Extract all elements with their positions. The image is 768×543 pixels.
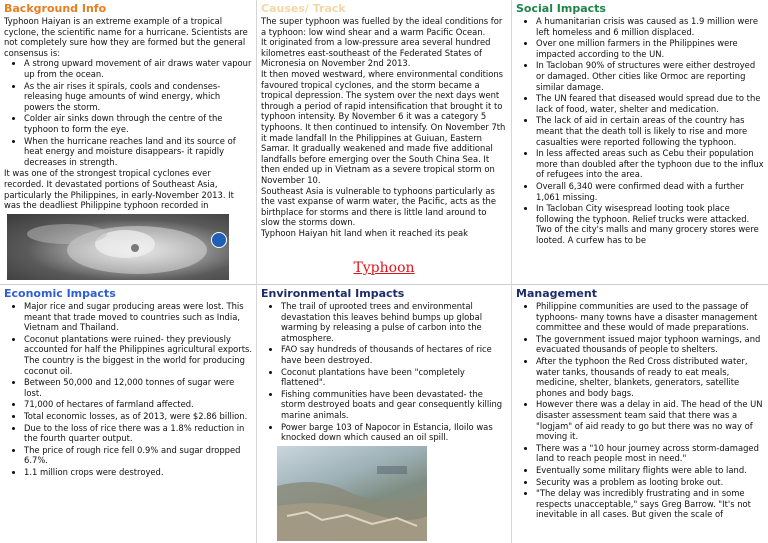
management-panel — [516, 287, 764, 541]
list-item: • In Tacloban City wisespread looting took place following the typhoon. Relief trucks were attacked. Two of the city's malls and many grocery stores were looted. A curfew has to be — [536, 203, 764, 245]
list-item: • Due to the loss of rice there was a 1.8% reduction in the fourth quarter output. — [24, 423, 254, 444]
background-info-panel — [4, 2, 252, 212]
causes-paragraph: It then moved westward, where environmental conditions favoured tropical cyclones, and the storm became a tropical depression. The system over the next days went through a period of rapid intensification that brought it to typhoon intensity. By November 6 it was a category 5 typhoons. It then continued to intensify. On November 7th it made landfall In the Philippines at Guiuan, Eastern Samar. It gradually weakened and made five additional landfalls before emerging over the South China Sea. It then ended up in Vietnam as a severe tropical storm on November 10. — [261, 68, 506, 185]
list-item: • Coconut plantations have been "completely flattened". — [281, 367, 507, 388]
causes-track-panel — [261, 2, 507, 258]
causes-paragraph: It originated from a low-pressure area several hundred kilometres east-southeast of the Federated States of Micronesia on November 2nd 2013. — [261, 37, 491, 69]
storm-clouds-graphic — [7, 214, 229, 280]
economic-impacts-heading: Economic Impacts — [4, 287, 116, 300]
list-item: • As the air rises it spirals, cools and condenses- releasing huge amounts of wind energy, which powers the storm. — [24, 81, 252, 113]
list-item: • The government issued major typhoon warnings, and evacuated thousands of people to shelters. — [536, 334, 764, 355]
list-item: • There was a "10 hour journey across storm-damaged land to reach people most in need." — [536, 443, 764, 464]
causes-paragraph: The super typhoon was fuelled by the ideal conditions for a typhoon: low wind shear and a warm Pacific Ocean. — [261, 16, 503, 37]
list-item: • Security was a problem as looting broke out. — [536, 477, 764, 488]
list-item: • Philippine communities are used to the passage of typhoons- many towns have a disaster management committee and these would of made preparations. — [536, 301, 764, 333]
environmental-impacts-list — [261, 301, 507, 443]
background-info-list — [4, 58, 252, 167]
list-item: • Fishing communities have been devastated- the storm destroyed boats and gear consequently killing marine animals. — [281, 389, 507, 421]
list-item: • A strong upward movement of air draws water vapour up from the ocean. — [24, 58, 252, 79]
economic-impacts-list — [4, 301, 254, 478]
list-item: • Between 50,000 and 12,000 tonnes of sugar were lost. — [24, 377, 254, 398]
list-item: • Colder air sinks down through the centre of the typhoon to form the eye. — [24, 113, 252, 134]
column-divider-left — [256, 0, 257, 543]
environmental-impacts-panel — [261, 287, 507, 445]
list-item: • However there was a delay in aid. The head of the UN disaster assessment team said that there was a "logjam" of aid ready to go but there was no way of moving it. — [536, 399, 764, 441]
economic-impacts-panel — [4, 287, 254, 541]
background-info-intro: Typhoon Haiyan is an extreme example of a tropical cyclone, the scientific name for a hurricane. Scientists are not completely sure how they are formed but the general consensus is: — [4, 16, 248, 58]
causes-track-heading: Causes/ Track — [261, 2, 346, 15]
list-item: • The UN feared that diseased would spread due to the lack of food, water, shelter and medication. — [536, 93, 764, 114]
list-item: • The price of rough rice fell 0.9% and sugar dropped 6.7%. — [24, 445, 254, 466]
list-item: • Over one million farmers in the Philippines were impacted according to the UN. — [536, 38, 764, 59]
list-item: • Major rice and sugar producing areas were lost. This meant that trade moved to countries such as India, Vietnam and Thailand. — [24, 301, 254, 333]
list-item: • Coconut plantations were ruined- they previously accounted for half the Philippines agricultural exports. The country is the biggest in the world for producing coconut oil. — [24, 334, 254, 376]
list-item: • When the hurricane reaches land and its source of heat energy and moisture disappears- it rapidly decreases in strength. — [24, 136, 252, 168]
noaa-logo-icon — [211, 232, 227, 248]
management-list — [516, 301, 764, 520]
list-item: • 1.1 million crops were destroyed. — [24, 467, 254, 478]
list-item: • A humanitarian crisis was caused as 1.9 million were left homeless and 6 million displaced. — [536, 16, 764, 37]
list-item: • In less affected areas such as Cebu their population more than doubled after the typhoon due to the influx of refugees into the area. — [536, 148, 764, 180]
page-title: Typhoon — [353, 260, 415, 276]
background-info-outro: It was one of the strongest tropical cyclones ever recorded. It devastated portions of Southeast Asia, particularly the Philippines, in early-November 2013. It was the deadliest Philippine typhoon recorded in — [4, 168, 234, 211]
causes-paragraph: Southeast Asia is vulnerable to typhoons particularly as the vast expanse of warm water, the Pacific, acts as the birthplace for storms and there is little land around to slow the storms down. — [261, 185, 497, 228]
social-impacts-panel — [516, 2, 764, 258]
management-heading: Management — [516, 287, 597, 300]
list-item: • "The delay was incredibly frustrating and in some respects unacceptable," says Greg Barrow. "It's not inevitable in all cases. But given the scale of — [536, 488, 764, 520]
social-impacts-heading: Social Impacts — [516, 2, 606, 15]
list-item: • Power barge 103 of Napocor in Estancia, Iloilo was knocked down which caused an oil spill. — [281, 422, 507, 443]
causes-paragraph: Typhoon Haiyan hit land when it reached its peak — [261, 227, 468, 238]
list-item: • The lack of aid in certain areas of the country has meant that the death toll is likely to rise and more casualties were reported following the typhoon. — [536, 115, 764, 147]
aerial-devastation-image — [277, 446, 427, 541]
list-item: • Total economic losses, as of 2013, were $2.86 billion. — [24, 411, 254, 422]
social-impacts-list — [516, 16, 764, 245]
environmental-impacts-heading: Environmental Impacts — [261, 287, 405, 300]
list-item: • The trail of uprooted trees and environmental devastation this leaves behind bumps up global warming by releasing a pulse of carbon into the atmosphere. — [281, 301, 507, 343]
row-divider — [0, 284, 768, 285]
list-item: • 71,000 of hectares of farmland affected. — [24, 399, 254, 410]
column-divider-right — [511, 0, 512, 543]
list-item: • Overall 6,340 were confirmed dead with a further 1,061 missing. — [536, 181, 764, 202]
background-info-heading: Background Info — [4, 2, 107, 15]
coastline-graphic — [277, 446, 427, 541]
list-item: • Eventually some military flights were able to land. — [536, 465, 764, 476]
satellite-typhoon-image — [7, 214, 229, 280]
list-item: • After the typhoon the Red Cross distributed water, water tanks, thousands of ready to eat meals, medicine, shelter, blankets, generators, satellite phones and body bags. — [536, 356, 764, 398]
list-item: • In Tacloban 90% of structures were either destroyed or damaged. Other cities like Ormoc are reporting similar damage. — [536, 60, 764, 92]
list-item: • FAO say hundreds of thousands of hectares of rice have been destroyed. — [281, 344, 507, 365]
